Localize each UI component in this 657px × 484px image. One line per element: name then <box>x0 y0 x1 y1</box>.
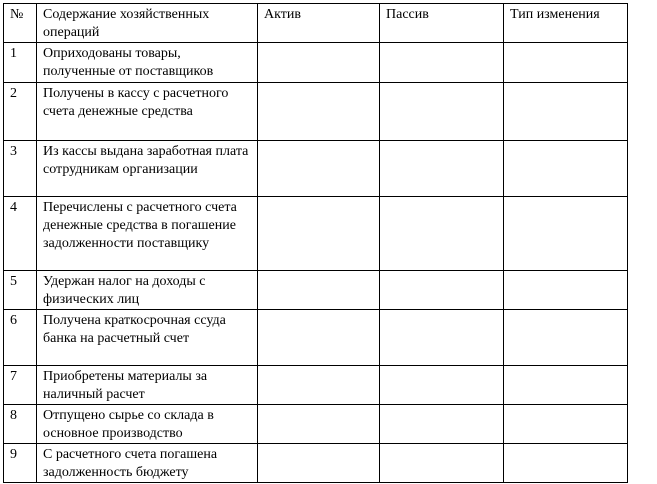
row-description: Отпущено сырье со склада в основное производство <box>37 405 258 444</box>
row-change-type-cell <box>504 366 628 405</box>
table-row <box>4 83 628 141</box>
row-change-type-cell <box>504 444 628 483</box>
row-num: 6 <box>4 310 37 366</box>
row-liability-cell <box>380 43 504 83</box>
row-asset-cell <box>258 405 380 444</box>
row-change-type-cell <box>504 83 628 141</box>
row-change-type-cell <box>504 405 628 444</box>
row-liability-cell <box>380 271 504 310</box>
row-change-type-cell <box>504 197 628 271</box>
row-description: Удержан налог на доходы с физических лиц <box>37 271 258 310</box>
operations-table <box>3 3 628 483</box>
row-liability-cell <box>380 310 504 366</box>
table-row <box>4 366 628 405</box>
row-description: Получена краткосрочная ссуда банка на расчетный счет <box>37 310 258 366</box>
header-row <box>4 4 628 43</box>
row-num: 4 <box>4 197 37 271</box>
row-description: Перечислены с расчетного счета денежные средства в погашение задолженности поставщику <box>37 197 258 271</box>
row-liability-cell <box>380 83 504 141</box>
row-num: 3 <box>4 141 37 197</box>
row-liability-cell <box>380 366 504 405</box>
row-asset-cell <box>258 310 380 366</box>
row-description: Оприходованы товары, полученные от поставщиков <box>37 43 258 83</box>
row-change-type-cell <box>504 141 628 197</box>
row-asset-cell <box>258 444 380 483</box>
row-liability-cell <box>380 197 504 271</box>
row-liability-cell <box>380 405 504 444</box>
row-description: С расчетного счета погашена задолженность бюджету <box>37 444 258 483</box>
row-asset-cell <box>258 197 380 271</box>
row-asset-cell <box>258 366 380 405</box>
row-asset-cell <box>258 83 380 141</box>
header-asset: Актив <box>258 4 380 43</box>
row-num: 8 <box>4 405 37 444</box>
row-change-type-cell <box>504 271 628 310</box>
row-description: Из кассы выдана заработная плата сотрудникам организации <box>37 141 258 197</box>
row-liability-cell <box>380 444 504 483</box>
row-asset-cell <box>258 271 380 310</box>
row-asset-cell <box>258 43 380 83</box>
header-num: № <box>4 4 37 43</box>
table-row <box>4 310 628 366</box>
row-description: Получены в кассу с расчетного счета денежные средства <box>37 83 258 141</box>
table-row <box>4 444 628 483</box>
table-row <box>4 405 628 444</box>
table-row <box>4 271 628 310</box>
header-change-type: Тип изменения <box>504 4 628 43</box>
header-description: Содержание хозяйственных операций <box>37 4 258 43</box>
header-liability: Пассив <box>380 4 504 43</box>
table-row <box>4 43 628 83</box>
row-num: 1 <box>4 43 37 83</box>
row-asset-cell <box>258 141 380 197</box>
row-num: 5 <box>4 271 37 310</box>
row-num: 9 <box>4 444 37 483</box>
row-description: Приобретены материалы за наличный расчет <box>37 366 258 405</box>
row-liability-cell <box>380 141 504 197</box>
table-row <box>4 197 628 271</box>
row-num: 2 <box>4 83 37 141</box>
row-change-type-cell <box>504 43 628 83</box>
table-row <box>4 141 628 197</box>
row-change-type-cell <box>504 310 628 366</box>
row-num: 7 <box>4 366 37 405</box>
